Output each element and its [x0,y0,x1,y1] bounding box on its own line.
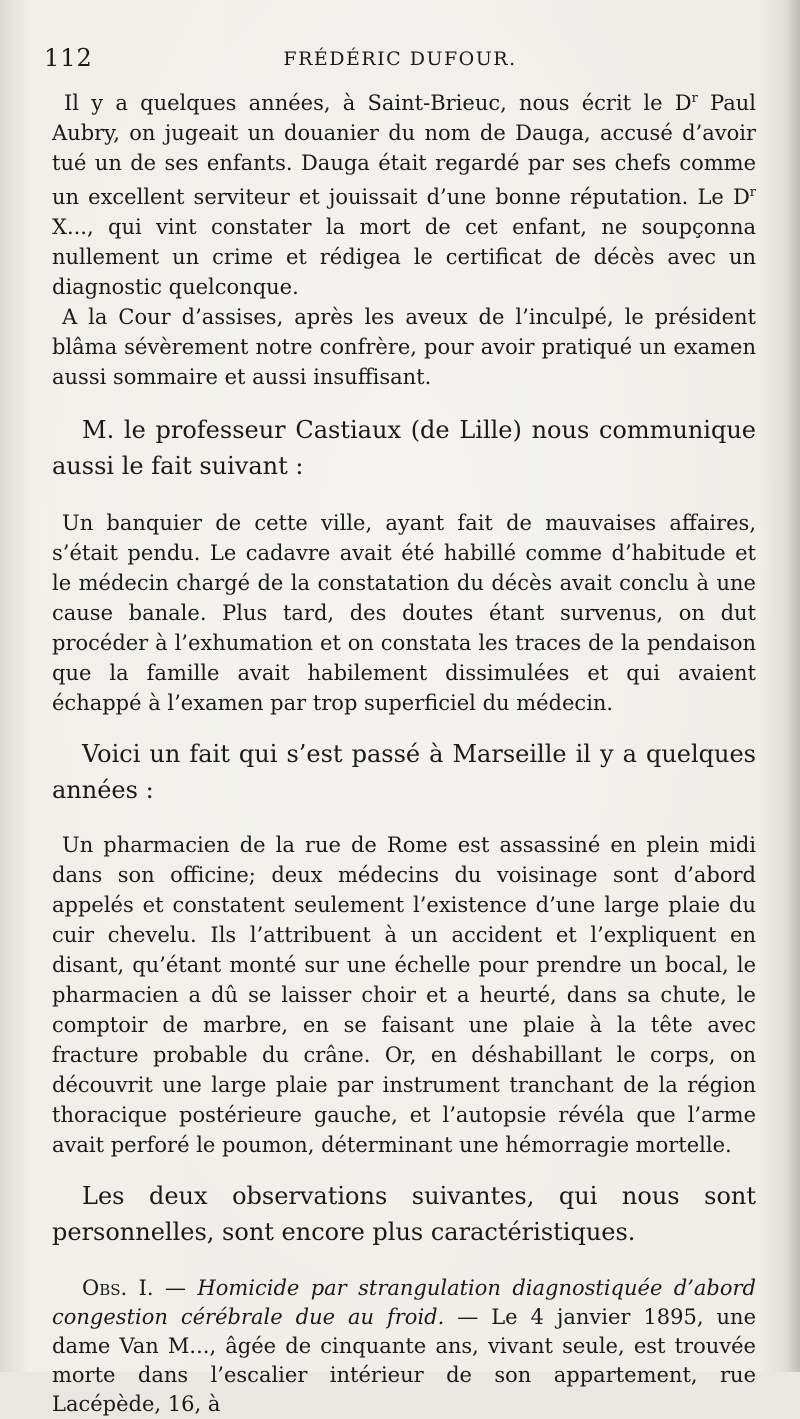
paragraph-text: X..., qui vint constater la mort de cet enfant, ne soupçonna nullement un crime et rédigea le certificat de décès avec un diagnostic quelconque. [52,215,756,299]
paragraph-text: Il y a quelques années, à Saint-Brieuc, nous écrit le D [64,91,692,115]
observation-one [52,1274,756,1419]
superscript: r [691,91,698,106]
paragraph-marseille-intro: Voici un fait qui s’est passé à Marseille il y a quelques années : [52,740,756,804]
paragraph-pharmacien: Un pharmacien de la rue de Rome est assassiné en plein midi dans son officine; deux médecins du voisinage sont d’abord appelés et constatent seulement l’existence d’une large plaie du cuir chevelu. Ils l’attribuent à un accident et l’expliquent en disant, qu’étant monté sur une échelle pour prendre un bocal, le pharmacien a dû se laisser choir et a heurté, dans sa chute, le comptoir de marbre, en se faisant une plaie à la tête avec fracture probable du crâne. Or, en déshabillant le corps, on découvrit une large plaie par instrument tranchant de la région thoracique postérieure gauche, et l’autopsie révéla que l’arme avait perforé le poumon, déterminant une hémorragie mortelle. [52,833,756,1157]
observation-label: Obs. I. [82,1276,154,1300]
paragraph-text: Paul Aubry, on jugeait un douanier du nom de Dauga, accusé d’avoir tué un de ses enfants. Dauga était regardé par ses chefs comme un excellent serviteur et jouissait d’une bonne réputation. Le D [52,91,757,209]
paragraph-banquier: Un banquier de cette ville, ayant fait de mauvaises affaires, s’était pendu. Le cadavre avait été habillé comme d’habitude et le médecin chargé de la constatation du décès avait conclu à une cause banale. Plus tard, des doutes étant survenus, on dut procéder à l’exhumation et on constata les traces de la pendaison que la famille avait habilement dissimulées et qui avaient échappé à l’examen par trop superficiel du médecin. [52,511,756,715]
paragraph-observations-intro: Les deux observations suivantes, qui nous sont personnelles, sont encore plus caractéristiques. [52,1182,756,1246]
observation-title: Homicide par strangulation diagnostiquée d’abord congestion cérébrale due au froid. [52,1276,756,1329]
paragraph-cour-assises: A la Cour d’assises, après les aveux de l’inculpé, le président blâma sévèrement notre confrère, pour avoir pratiqué un examen aussi sommaire et aussi insuffisant. [52,305,756,389]
observation-dash: — [153,1276,198,1300]
page-number: 112 [44,44,93,72]
page-body [52,84,756,1419]
running-title: FRÉDÉRIC DUFOUR. [283,48,517,70]
superscript: r [749,185,756,200]
paragraph-aubry-account [52,84,756,302]
page-header [44,44,756,74]
paragraph-castiaux-intro: M. le professeur Castiaux (de Lille) nous communique aussi le fait suivant : [52,416,756,480]
observation-text: — Le 4 janvier 1895, une dame Van M..., âgée de cinquante ans, vivant seule, est trouvée morte dans l’escalier intérieur de son appartement, rue Lacépède, 16, à [52,1305,756,1416]
